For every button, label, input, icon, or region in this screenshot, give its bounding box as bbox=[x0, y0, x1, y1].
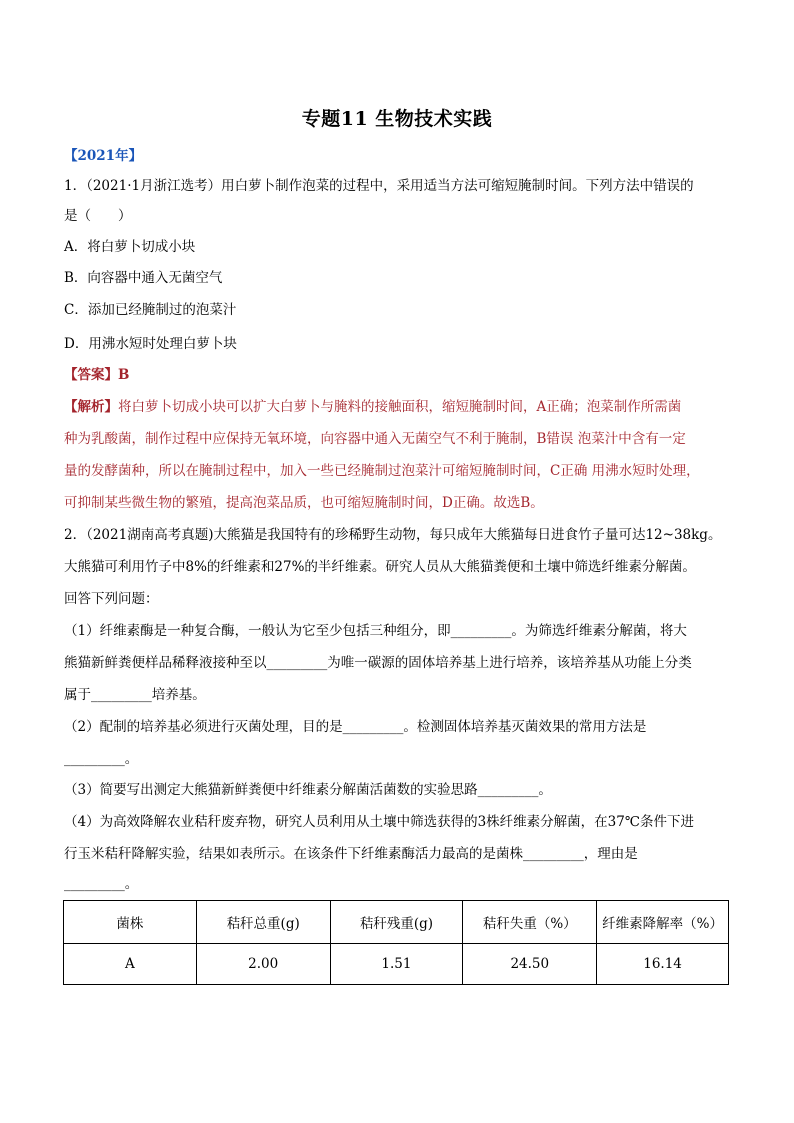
q2-sub2-line-1: （2）配制的培养基必须进行灭菌处理，目的是_________。检测固体培养基灭菌效果的常用方法是 bbox=[64, 719, 647, 735]
q1-stem-line-1: 1．（2021·1月浙江选考）用白萝卜制作泡菜的过程中，采用适当方法可缩短腌制时间。下列方法中错误的 bbox=[64, 178, 694, 194]
page-title: 专题11 生物技术实践 bbox=[301, 108, 493, 130]
q2-sub4-line-3: _________。 bbox=[64, 876, 139, 892]
q2-line-3: 回答下列问题： bbox=[64, 591, 159, 607]
analysis-label: 【解析】 bbox=[64, 399, 118, 415]
answer-label: 【答案】 bbox=[64, 367, 118, 383]
q2-sub1-line-2: 熊猫新鲜粪便样品稀释液接种至以_________为唯一碳源的固体培养基上进行培养，该培养基从功能上分类 bbox=[64, 655, 692, 671]
table-cell: 1.51 bbox=[330, 944, 463, 985]
q2-sub1-line-3: 属于_________培养基。 bbox=[64, 687, 206, 703]
table-row bbox=[64, 944, 729, 985]
q1-option-d: D．用沸水短时处理白萝卜块 bbox=[64, 336, 237, 352]
q2-sub1-line-1: （1）纤维素酶是一种复合酶，一般认为它至少包括三种组分，即_________。为筛选纤维素分解菌，将大 bbox=[64, 623, 687, 639]
q1-option-b: B．向容器中通入无菌空气 bbox=[64, 270, 223, 286]
q1-analysis-line-4: 可抑制某些微生物的繁殖，提高泡菜品质，也可缩短腌制时间，D正确。故选B。 bbox=[64, 495, 544, 511]
q2-sub4-line-1: （4）为高效降解农业秸秆废弃物，研究人员利用从土壤中筛选获得的3株纤维素分解菌，在37℃条件下进 bbox=[64, 814, 694, 830]
q2-sub4-line-2: 行玉米秸秆降解实验，结果如表所示。在该条件下纤维素酶活力最高的是菌株_________，理由是 bbox=[64, 846, 638, 862]
table-header-cell: 纤维素降解率（%） bbox=[597, 901, 729, 944]
q2-line-1: 2．（2021湖南高考真题)大熊猫是我国特有的珍稀野生动物，每只成年大熊猫每日进食竹子量可达12~38kg。 bbox=[64, 527, 722, 543]
table-header-row bbox=[64, 901, 729, 944]
table-header-cell: 菌株 bbox=[64, 901, 197, 944]
answer-value: B bbox=[118, 367, 130, 383]
table-header-cell: 秸秆失重（%） bbox=[463, 901, 597, 944]
table-cell: 2.00 bbox=[196, 944, 330, 985]
q1-option-a: A．将白萝卜切成小块 bbox=[64, 239, 196, 255]
q1-option-c: C．添加已经腌制过的泡菜汁 bbox=[64, 302, 237, 318]
q1-answer bbox=[64, 365, 734, 385]
analysis-text: 将白萝卜切成小块可以扩大白萝卜与腌料的接触面积，缩短腌制时间，A正确；泡菜制作所需菌 bbox=[118, 399, 682, 415]
year-tag: 【2021年】 bbox=[64, 148, 143, 164]
q1-analysis-line-3: 量的发酵菌种，所以在腌制过程中，加入一些已经腌制过泡菜汁可缩短腌制时间，C正确 用沸水短时处理， bbox=[64, 463, 700, 479]
q2-sub3-line-1: （3）简要写出测定大熊猫新鲜粪便中纤维素分解菌活菌数的实验思路_________。 bbox=[64, 782, 552, 798]
q2-sub2-line-2: _________。 bbox=[64, 751, 139, 767]
table-header-cell: 秸秆总重(g) bbox=[196, 901, 330, 944]
q1-analysis-line-2: 种为乳酸菌，制作过程中应保持无氧环境，向容器中通入无菌空气不利于腌制，B错误 泡菜汁中含有一定 bbox=[64, 431, 686, 447]
results-table bbox=[63, 900, 729, 985]
table-cell: 24.50 bbox=[463, 944, 597, 985]
q1-stem-line-2: 是（ ） bbox=[64, 208, 132, 224]
q1-analysis-line-1 bbox=[64, 397, 734, 417]
q2-line-2: 大熊猫可利用竹子中8%的纤维素和27%的半纤维素。研究人员从大熊猫粪便和土壤中筛选纤维素分解菌。 bbox=[64, 559, 696, 575]
table-cell: 16.14 bbox=[597, 944, 729, 985]
table-header-cell: 秸秆残重(g) bbox=[330, 901, 463, 944]
table-cell: A bbox=[64, 944, 197, 985]
